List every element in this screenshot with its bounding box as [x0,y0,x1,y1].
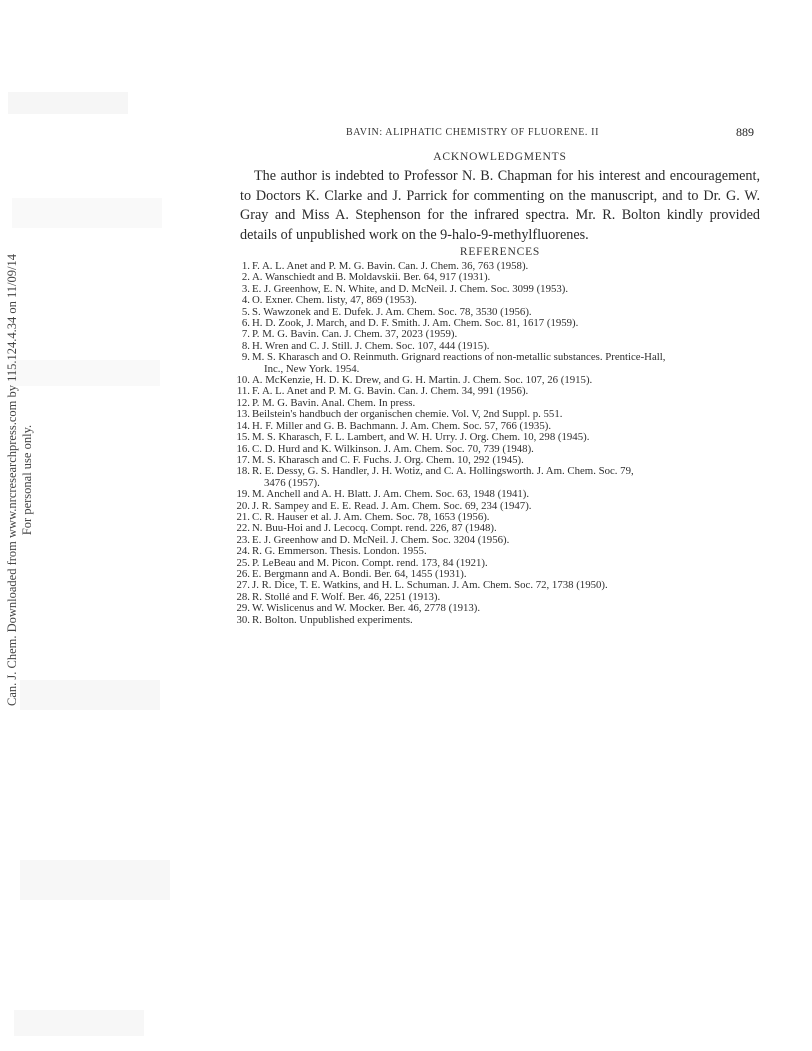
reference-number: 1. [241,260,250,272]
reference-text: J. R. Sampey and E. E. Read. J. Am. Chem. Soc. 69, 234 (1947). [252,499,532,512]
reference-text: O. Exner. Chem. listy, 47, 869 (1953). [252,294,417,307]
reference-number: 23. [236,533,250,546]
reference-number: 12. [236,396,250,409]
reference-text: R. Bolton. Unpublished experiments. [252,613,413,626]
reference-number: 19. [236,488,250,501]
reference-number: 28. [236,590,250,603]
reference-text: R. Stollé and F. Wolf. Ber. 46, 2251 (1913). [252,590,441,603]
reference-number: 11. [236,385,250,398]
reference-number: 10. [236,374,250,387]
reference-text: S. Wawzonek and E. Dufek. J. Am. Chem. Soc. 78, 3530 (1956). [252,305,532,318]
reference-continuation: 3476 (1957). [264,476,320,489]
reference-number: 29. [236,602,250,615]
reference-text: H. D. Zook, J. March, and D. F. Smith. J. Am. Chem. Soc. 81, 1617 (1959). [252,317,579,330]
reference-number: 27. [236,579,250,592]
scan-artifact [8,92,128,114]
reference-text: M. S. Kharasch and C. F. Fuchs. J. Org. Chem. 10, 292 (1945). [252,453,524,466]
reference-number: 8. [241,339,250,352]
reference-number: 6. [241,317,250,330]
reference-number: 20. [236,499,250,512]
reference-item [236,352,776,375]
reference-number: 17. [236,453,250,466]
reference-text: A. Wanschiedt and B. Moldavskii. Ber. 64, 917 (1931). [252,271,491,284]
reference-number: 9. [241,351,250,364]
watermark-line-1: Can. J. Chem. Downloaded from www.nrcresearchpress.com by 115.124.4.34 on 11/09/14 [5,254,19,706]
acknowledgments-text: The author is indebted to Professor N. B. Chapman for his interest and encouragement, to Doctors K. Clarke and J. Parrick for commenting on the manuscript, and to Dr. G. W. Gray and Miss A. Stephenson for the infrared spectra. Mr. R. Bolton kindly provided details of unpublished work on the 9-halo-9-methylfluorenes. [240,168,760,243]
reference-number: 30. [236,613,250,626]
reference-text: E. J. Greenhow and D. McNeil. J. Chem. Soc. 3204 (1956). [252,533,510,546]
page-number: 889 [736,125,754,139]
reference-text: E. Bergmann and A. Bondi. Ber. 64, 1455 (1931). [252,567,467,580]
reference-item [236,615,776,626]
reference-text: R. G. Emmerson. Thesis. London. 1955. [252,545,427,558]
reference-text: M. Anchell and A. H. Blatt. J. Am. Chem. Soc. 63, 1948 (1941). [252,488,530,501]
reference-text: C. R. Hauser et al. J. Am. Chem. Soc. 78, 1653 (1956). [252,510,490,523]
reference-text: A. McKenzie, H. D. K. Drew, and G. H. Martin. J. Chem. Soc. 107, 26 (1915). [252,374,593,387]
acknowledgments-heading: ACKNOWLEDGMENTS [433,151,567,163]
reference-text: J. R. Dice, T. E. Watkins, and H. L. Schuman. J. Am. Chem. Soc. 72, 1738 (1950). [252,579,608,592]
reference-number: 14. [236,419,250,432]
reference-text: H. Wren and C. J. Still. J. Chem. Soc. 107, 444 (1915). [252,339,490,352]
reference-number: 26. [236,567,250,580]
reference-text: F. A. L. Anet and P. M. G. Bavin. Can. J. Chem. 36, 763 (1958). [252,260,529,272]
reference-text: M. S. Kharasch, F. L. Lambert, and W. H. Urry. J. Org. Chem. 10, 298 (1945). [252,431,590,444]
reference-text: P. M. G. Bavin. Can. J. Chem. 37, 2023 (1959). [252,328,458,341]
reference-number: 18. [236,465,250,478]
reference-text: P. M. G. Bavin. Anal. Chem. In press. [252,396,416,409]
scan-artifact [20,860,170,900]
reference-text: H. F. Miller and G. B. Bachmann. J. Am. Chem. Soc. 57, 766 (1935). [252,419,552,432]
reference-number: 16. [236,442,250,455]
reference-number: 3. [241,282,250,295]
reference-text: M. S. Kharasch and O. Reinmuth. Grignard reactions of non-metallic substances. Prentice-Hall, [252,351,666,364]
reference-number: 5. [241,305,250,318]
reference-text: P. LeBeau and M. Picon. Compt. rend. 173, 84 (1921). [252,556,488,569]
reference-number: 4. [241,294,250,307]
reference-text: N. Buu-Hoi and J. Lecocq. Compt. rend. 226, 87 (1948). [252,522,497,535]
reference-item [236,466,776,489]
reference-number: 7. [241,328,250,341]
reference-number: 15. [236,431,250,444]
reference-text: W. Wislicenus and W. Mocker. Ber. 46, 2778 (1913). [252,602,481,615]
reference-number: 21. [236,510,250,523]
references-heading: REFERENCES [459,246,541,258]
reference-text: E. J. Greenhow, E. N. White, and D. McNeil. J. Chem. Soc. 3099 (1953). [252,282,569,295]
reference-number: 25. [236,556,250,569]
scan-artifact [20,680,160,710]
reference-text: F. A. L. Anet and P. M. G. Bavin. Can. J. Chem. 34, 991 (1956). [252,385,529,398]
scan-artifact [14,1010,144,1036]
watermark-line-2: For personal use only. [20,424,34,536]
reference-text: C. D. Hurd and K. Wilkinson. J. Am. Chem. Soc. 70, 739 (1948). [252,442,534,455]
running-title: BAVIN: ALIPHATIC CHEMISTRY OF FLUORENE. II [346,127,599,138]
references-list [236,261,776,626]
reference-number: 24. [236,545,250,558]
reference-number: 22. [236,522,250,535]
scan-artifact [12,198,162,228]
reference-text: Beilstein's handbuch der organischen chemie. Vol. V, 2nd Suppl. p. 551. [252,408,563,421]
reference-continuation: Inc., New York. 1954. [264,362,360,375]
reference-text: R. E. Dessy, G. S. Handler, J. H. Wotiz, and C. A. Hollingsworth. J. Am. Chem. Soc. 79, [252,465,634,478]
reference-number: 13. [236,408,250,421]
reference-number: 2. [241,271,250,284]
